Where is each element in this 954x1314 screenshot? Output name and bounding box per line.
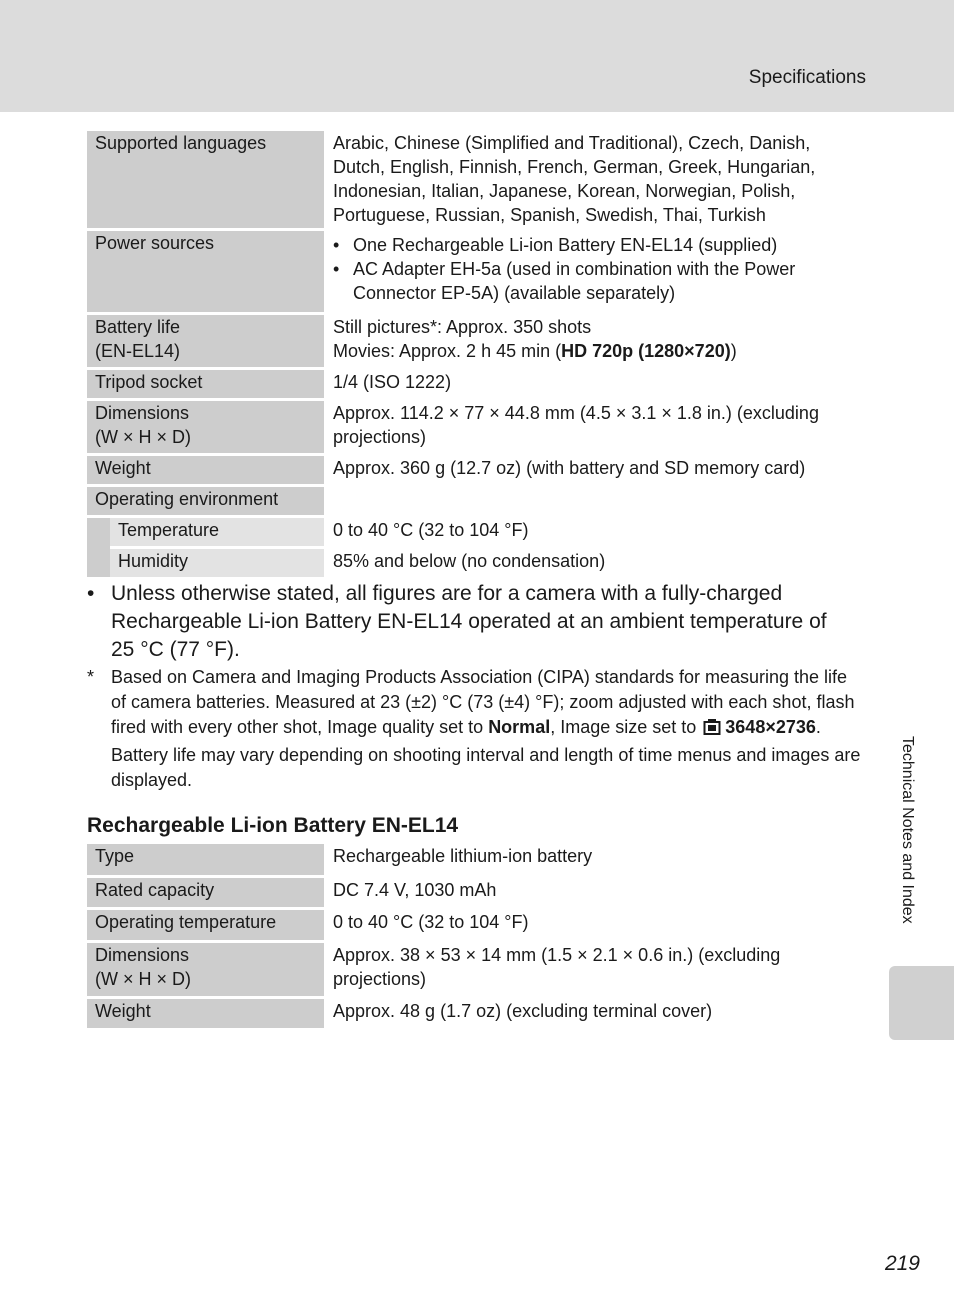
spec-value: Approx. 360 g (12.7 oz) (with battery and SD memory card) [324,454,865,485]
spec-row-battery-life [87,313,865,368]
side-section-label-text: Technical Notes and Index [899,736,916,924]
battery-row-operating-temperature [87,908,865,941]
movie-mode-label: HD 720p (1280×720) [561,340,731,361]
spec-label: Rated capacity [87,876,324,908]
spec-label-line: (EN-EL14) [95,340,181,361]
spec-label: Supported languages [87,131,324,229]
spec-value [324,229,865,313]
conditions-note-text: Unless otherwise stated, all figures are for a camera with a fully-charged Rechargeable Li-ion Battery EN-EL14 operated at an ambient temperature of 25 °C (77 °F). [111,582,827,661]
spec-label: Weight [87,997,324,1028]
spec-value: 0 to 40 °C (32 to 104 °F) [324,908,865,941]
spec-value: Rechargeable lithium-ion battery [324,844,865,876]
spec-label: Type [87,844,324,876]
spec-row-weight [87,454,865,485]
spec-label-line: Dimensions [95,402,190,423]
spec-label-line: (W × H × D) [95,968,192,989]
page-number: 219 [884,1252,920,1275]
spec-label: Operating temperature [87,908,324,941]
battery-spec-table [87,844,865,1028]
battery-life-stills: Still pictures*: Approx. 350 shots [333,316,592,337]
image-size-icon [703,718,721,743]
spec-row-languages [87,131,865,229]
spec-label [87,313,324,368]
side-section-label [898,736,920,952]
page-header-band [0,0,954,112]
spec-label: Operating environment [87,485,324,516]
spec-row-tripod [87,368,865,399]
spec-label: Tripod socket [87,368,324,399]
battery-row-weight [87,997,865,1028]
spec-label [87,941,324,997]
spec-subrow-temperature [87,516,865,547]
footnote [87,665,865,793]
footnote-mark: * [87,667,95,687]
running-header-title: Specifications [748,67,866,88]
spec-row-power [87,229,865,313]
spec-label-line: Dimensions [95,944,190,965]
spec-indent-stub [87,516,110,577]
spec-value: 1/4 (ISO 1222) [324,368,865,399]
spec-row-dimensions [87,399,865,454]
spec-label [87,399,324,454]
battery-life-movies: Movies: Approx. 2 h 45 min (HD 720p (1280×720)) [333,340,737,361]
spec-label: Weight [87,454,324,485]
spec-sublabel: Humidity [110,547,324,577]
spec-value: Arabic, Chinese (Simplified and Traditional), Czech, Danish, Dutch, English, Finnish, French, German, Greek, Hungarian, Indonesian, Italian, Japanese, Korean, Norwegian, Polish, Portuguese, Russian, Spanish, Swedish, Thai, Turkish [324,131,865,229]
battery-row-type [87,844,865,876]
spec-label-line: (W × H × D) [95,426,192,447]
spec-label-line: Battery life [95,316,181,337]
camera-spec-table [87,131,865,577]
spec-subrow-humidity [87,547,865,577]
image-size-value: 3648×2736 [725,717,816,737]
spec-value: DC 7.4 V, 1030 mAh [324,876,865,908]
spec-value: Approx. 114.2 × 77 × 44.8 mm (4.5 × 3.1 × 1.8 in.) (excluding projections) [324,399,865,454]
conditions-note [87,580,847,664]
spec-value: 0 to 40 °C (32 to 104 °F) [324,516,865,547]
spec-row-operating-environment [87,485,865,516]
spec-value: 85% and below (no condensation) [333,550,606,571]
battery-row-dimensions [87,941,865,997]
footnote-text: Based on Camera and Imaging Products Association (CIPA) standards for measuring the life of camera batteries. Measured at 23 (±2) °C (73 (±4) °F); zoom adjusted with each shot, flash fired with every other shot, Image quality set to Normal, Image size set to 3648×2736. Battery life may vary depending on shooting interval and length of time menus and images are displayed. [111,667,861,790]
battery-row-capacity [87,876,865,908]
list-item: • AC Adapter EH-5a (used in combination with the Power Connector EP-5A) (available separately) [333,257,865,305]
battery-section-title: Rechargeable Li-ion Battery EN-EL14 [87,814,459,837]
spec-value [324,313,865,368]
spec-value: Approx. 38 × 53 × 14 mm (1.5 × 2.1 × 0.6 in.) (excluding projections) [324,941,865,997]
spec-sublabel: Temperature [110,516,324,547]
list-item: • One Rechargeable Li-ion Battery EN-EL14 (supplied) [333,233,865,257]
section-thumb-tab [889,966,954,1040]
bullet-glyph: • [87,582,95,605]
image-quality-value: Normal [488,717,551,737]
spec-label: Power sources [87,229,324,313]
spec-value [324,485,865,516]
spec-value: Approx. 48 g (1.7 oz) (excluding terminal cover) [333,1000,713,1021]
